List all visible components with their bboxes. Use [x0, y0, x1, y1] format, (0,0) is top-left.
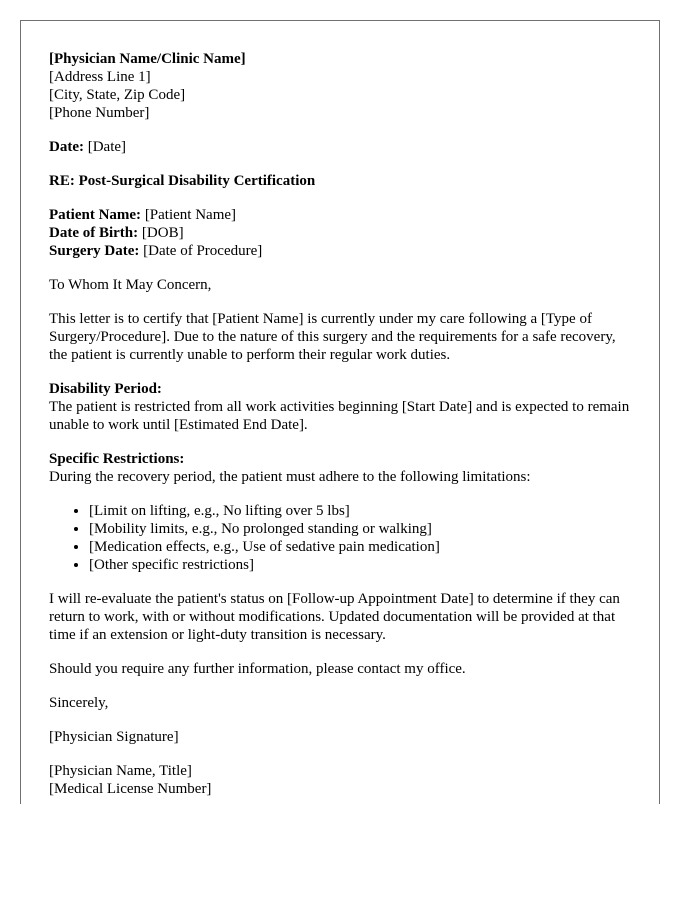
- signature-line: [Physician Signature]: [49, 729, 179, 745]
- dob-line: [49, 224, 633, 242]
- signoff: [49, 762, 633, 798]
- restrictions-section: [49, 450, 633, 486]
- letter-page: [20, 20, 660, 804]
- intro-paragraph: This letter is to certify that [Patient Name] is currently under my care following a [Type of Surgery/Procedure]. Due to the nature of this surgery and the requirements for a safe recovery, the patient is currently unable to perform their regular work duties.: [49, 311, 616, 363]
- list-item: • [Medication effects, e.g., Use of sedative pain medication]: [89, 538, 633, 556]
- disability-section: [49, 380, 633, 434]
- city-state-zip: [City, State, Zip Code]: [49, 87, 186, 103]
- salutation: To Whom It May Concern,: [49, 277, 212, 293]
- list-item: • [Mobility limits, e.g., No prolonged standing or walking]: [89, 520, 633, 538]
- letterhead: [49, 50, 633, 122]
- surgery-date-label: Surgery Date:: [49, 243, 140, 259]
- phone-number: [Phone Number]: [49, 105, 150, 121]
- patient-info: [49, 206, 633, 260]
- list-item: • [Other specific restrictions]: [89, 556, 633, 574]
- contact-paragraph: Should you require any further information, please contact my office.: [49, 661, 466, 677]
- reevaluation-paragraph: I will re-evaluate the patient's status on [Follow-up Appointment Date] to determine if they can return to work, with or without modifications. Updated documentation will be provided at that time if an extension or light-duty transition is necessary.: [49, 591, 620, 643]
- surgery-date-value: [Date of Procedure]: [143, 243, 263, 259]
- disability-text: The patient is restricted from all work activities beginning [Start Date] and is expected to remain unable to work until [Estimated End Date].: [49, 399, 630, 433]
- date-label: Date:: [49, 139, 84, 155]
- surgery-date-line: [49, 242, 633, 260]
- restrictions-intro: During the recovery period, the patient must adhere to the following limitations:: [49, 469, 531, 485]
- date-value: [Date]: [87, 139, 127, 155]
- list-item: • [Limit on lifting, e.g., No lifting over 5 lbs]: [89, 502, 633, 520]
- patient-name-label: Patient Name:: [49, 207, 142, 223]
- patient-name-line: [49, 206, 633, 224]
- physician-name-title: [Physician Name, Title]: [49, 763, 192, 779]
- restrictions-heading: Specific Restrictions:: [49, 451, 185, 467]
- address-line: [Address Line 1]: [49, 69, 151, 85]
- physician-name: [Physician Name/Clinic Name]: [49, 51, 246, 67]
- disability-heading: Disability Period:: [49, 381, 162, 397]
- closing: Sincerely,: [49, 695, 109, 711]
- medical-license-number: [Medical License Number]: [49, 781, 212, 797]
- re-line: RE: Post-Surgical Disability Certification: [49, 173, 316, 189]
- patient-name-value: [Patient Name]: [144, 207, 237, 223]
- dob-label: Date of Birth:: [49, 225, 139, 241]
- date-line: [49, 138, 633, 156]
- dob-value: [DOB]: [141, 225, 184, 241]
- restrictions-list: [49, 502, 633, 574]
